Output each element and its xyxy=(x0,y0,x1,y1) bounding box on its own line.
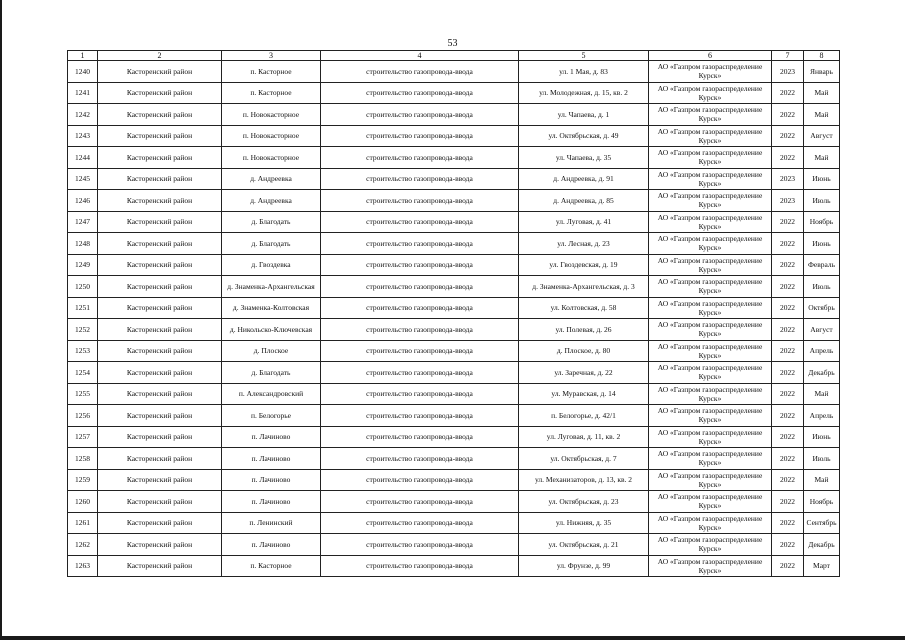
address-cell: ул. Луговая, д. 11, кв. 2 xyxy=(519,426,649,448)
organization-cell: АО «Газпром газораспределение Курск» xyxy=(649,254,772,276)
work-type-cell: строительство газопровода-ввода xyxy=(321,82,519,104)
organization-cell: АО «Газпром газораспределение Курск» xyxy=(649,469,772,491)
work-type-cell: строительство газопровода-ввода xyxy=(321,211,519,233)
row-number-cell: 1251 xyxy=(68,297,98,319)
address-cell: д. Андреевка, д. 91 xyxy=(519,168,649,190)
table-row xyxy=(68,104,840,126)
organization-cell: АО «Газпром газораспределение Курск» xyxy=(649,297,772,319)
organization-cell: АО «Газпром газораспределение Курск» xyxy=(649,362,772,384)
work-type-cell: строительство газопровода-ввода xyxy=(321,297,519,319)
year-cell: 2023 xyxy=(772,168,804,190)
month-cell: Октябрь xyxy=(804,297,840,319)
month-cell: Май xyxy=(804,147,840,169)
organization-cell: АО «Газпром газораспределение Курск» xyxy=(649,233,772,255)
organization-cell: АО «Газпром газораспределение Курск» xyxy=(649,555,772,577)
district-cell: Касторенский район xyxy=(98,426,222,448)
district-cell: Касторенский район xyxy=(98,319,222,341)
table-row xyxy=(68,405,840,427)
work-type-cell: строительство газопровода-ввода xyxy=(321,383,519,405)
organization-cell: АО «Газпром газораспределение Курск» xyxy=(649,534,772,556)
table-row xyxy=(68,340,840,362)
locality-cell: п. Касторное xyxy=(222,82,321,104)
table-row xyxy=(68,319,840,341)
table-row xyxy=(68,555,840,577)
row-number-cell: 1249 xyxy=(68,254,98,276)
year-cell: 2022 xyxy=(772,340,804,362)
year-cell: 2022 xyxy=(772,233,804,255)
month-cell: Июнь xyxy=(804,426,840,448)
month-cell: Январь xyxy=(804,61,840,83)
locality-cell: п. Александровский xyxy=(222,383,321,405)
table-row xyxy=(68,168,840,190)
row-number-cell: 1252 xyxy=(68,319,98,341)
column-header: 1 xyxy=(68,51,98,61)
work-type-cell: строительство газопровода-ввода xyxy=(321,147,519,169)
row-number-cell: 1255 xyxy=(68,383,98,405)
month-cell: Июль xyxy=(804,276,840,298)
year-cell: 2022 xyxy=(772,147,804,169)
table-row xyxy=(68,512,840,534)
table-row xyxy=(68,82,840,104)
locality-cell: п. Белогорье xyxy=(222,405,321,427)
year-cell: 2022 xyxy=(772,276,804,298)
year-cell: 2022 xyxy=(772,555,804,577)
table-row xyxy=(68,362,840,384)
address-cell: ул. Октябрьская, д. 7 xyxy=(519,448,649,470)
district-cell: Касторенский район xyxy=(98,491,222,513)
work-type-cell: строительство газопровода-ввода xyxy=(321,512,519,534)
locality-cell: д. Знаменка-Колтовская xyxy=(222,297,321,319)
district-cell: Касторенский район xyxy=(98,340,222,362)
month-cell: Июнь xyxy=(804,233,840,255)
column-header: 4 xyxy=(321,51,519,61)
month-cell: Июль xyxy=(804,448,840,470)
year-cell: 2022 xyxy=(772,491,804,513)
month-cell: Апрель xyxy=(804,340,840,362)
organization-cell: АО «Газпром газораспределение Курск» xyxy=(649,61,772,83)
organization-cell: АО «Газпром газораспределение Курск» xyxy=(649,190,772,212)
month-cell: Декабрь xyxy=(804,362,840,384)
month-cell: Декабрь xyxy=(804,534,840,556)
column-header: 2 xyxy=(98,51,222,61)
column-header: 8 xyxy=(804,51,840,61)
month-cell: Сентябрь xyxy=(804,512,840,534)
table-body xyxy=(68,61,840,577)
address-cell: ул. Октябрьская, д. 23 xyxy=(519,491,649,513)
district-cell: Касторенский район xyxy=(98,211,222,233)
locality-cell: п. Лачиново xyxy=(222,426,321,448)
year-cell: 2022 xyxy=(772,254,804,276)
address-cell: ул. Лесная, д. 23 xyxy=(519,233,649,255)
year-cell: 2022 xyxy=(772,448,804,470)
district-cell: Касторенский район xyxy=(98,534,222,556)
row-number-cell: 1263 xyxy=(68,555,98,577)
table-row xyxy=(68,190,840,212)
locality-cell: п. Лачиново xyxy=(222,448,321,470)
row-number-cell: 1241 xyxy=(68,82,98,104)
row-number-cell: 1248 xyxy=(68,233,98,255)
organization-cell: АО «Газпром газораспределение Курск» xyxy=(649,405,772,427)
row-number-cell: 1261 xyxy=(68,512,98,534)
month-cell: Ноябрь xyxy=(804,491,840,513)
district-cell: Касторенский район xyxy=(98,512,222,534)
year-cell: 2022 xyxy=(772,82,804,104)
district-cell: Касторенский район xyxy=(98,168,222,190)
locality-cell: п. Новокасторное xyxy=(222,104,321,126)
month-cell: Август xyxy=(804,125,840,147)
organization-cell: АО «Газпром газораспределение Курск» xyxy=(649,276,772,298)
address-cell: ул. 1 Мая, д. 83 xyxy=(519,61,649,83)
district-cell: Касторенский район xyxy=(98,147,222,169)
work-type-cell: строительство газопровода-ввода xyxy=(321,254,519,276)
address-cell: ул. Луговая, д. 41 xyxy=(519,211,649,233)
row-number-cell: 1257 xyxy=(68,426,98,448)
year-cell: 2022 xyxy=(772,362,804,384)
work-type-cell: строительство газопровода-ввода xyxy=(321,491,519,513)
work-type-cell: строительство газопровода-ввода xyxy=(321,125,519,147)
row-number-cell: 1247 xyxy=(68,211,98,233)
district-cell: Касторенский район xyxy=(98,190,222,212)
district-cell: Касторенский район xyxy=(98,82,222,104)
month-cell: Август xyxy=(804,319,840,341)
year-cell: 2022 xyxy=(772,211,804,233)
work-type-cell: строительство газопровода-ввода xyxy=(321,405,519,427)
organization-cell: АО «Газпром газораспределение Курск» xyxy=(649,448,772,470)
organization-cell: АО «Газпром газораспределение Курск» xyxy=(649,491,772,513)
locality-cell: д. Андреевка xyxy=(222,190,321,212)
organization-cell: АО «Газпром газораспределение Курск» xyxy=(649,319,772,341)
organization-cell: АО «Газпром газораспределение Курск» xyxy=(649,211,772,233)
address-cell: п. Белогорье, д. 42/1 xyxy=(519,405,649,427)
locality-cell: д. Гвоздевка xyxy=(222,254,321,276)
district-cell: Касторенский район xyxy=(98,469,222,491)
locality-cell: д. Андреевка xyxy=(222,168,321,190)
row-number-cell: 1259 xyxy=(68,469,98,491)
column-header: 7 xyxy=(772,51,804,61)
year-cell: 2022 xyxy=(772,125,804,147)
district-cell: Касторенский район xyxy=(98,104,222,126)
work-type-cell: строительство газопровода-ввода xyxy=(321,61,519,83)
table-row xyxy=(68,297,840,319)
row-number-cell: 1262 xyxy=(68,534,98,556)
address-cell: ул. Заречная, д. 22 xyxy=(519,362,649,384)
year-cell: 2022 xyxy=(772,469,804,491)
locality-cell: д. Знаменка-Архангельская xyxy=(222,276,321,298)
address-cell: ул. Нижняя, д. 35 xyxy=(519,512,649,534)
locality-cell: п. Лачиново xyxy=(222,534,321,556)
district-cell: Касторенский район xyxy=(98,125,222,147)
column-header: 3 xyxy=(222,51,321,61)
month-cell: Май xyxy=(804,469,840,491)
district-cell: Касторенский район xyxy=(98,276,222,298)
locality-cell: д. Никольско-Ключевская xyxy=(222,319,321,341)
locality-cell: п. Ленинский xyxy=(222,512,321,534)
work-type-cell: строительство газопровода-ввода xyxy=(321,340,519,362)
work-type-cell: строительство газопровода-ввода xyxy=(321,426,519,448)
organization-cell: АО «Газпром газораспределение Курск» xyxy=(649,383,772,405)
district-cell: Касторенский район xyxy=(98,555,222,577)
work-type-cell: строительство газопровода-ввода xyxy=(321,555,519,577)
district-cell: Касторенский район xyxy=(98,254,222,276)
year-cell: 2022 xyxy=(772,426,804,448)
address-cell: ул. Фрунзе, д. 99 xyxy=(519,555,649,577)
row-number-cell: 1245 xyxy=(68,168,98,190)
table-row xyxy=(68,211,840,233)
row-number-cell: 1244 xyxy=(68,147,98,169)
month-cell: Май xyxy=(804,82,840,104)
district-cell: Касторенский район xyxy=(98,362,222,384)
address-cell: д. Андреевка, д. 85 xyxy=(519,190,649,212)
work-type-cell: строительство газопровода-ввода xyxy=(321,362,519,384)
year-cell: 2023 xyxy=(772,190,804,212)
organization-cell: АО «Газпром газораспределение Курск» xyxy=(649,168,772,190)
district-cell: Касторенский район xyxy=(98,297,222,319)
table-row xyxy=(68,534,840,556)
table-row xyxy=(68,147,840,169)
month-cell: Июль xyxy=(804,190,840,212)
address-cell: ул. Гвоздевская, д. 19 xyxy=(519,254,649,276)
row-number-cell: 1242 xyxy=(68,104,98,126)
address-cell: ул. Октябрьская, д. 49 xyxy=(519,125,649,147)
organization-cell: АО «Газпром газораспределение Курск» xyxy=(649,512,772,534)
organization-cell: АО «Газпром газораспределение Курск» xyxy=(649,426,772,448)
locality-cell: д. Плоское xyxy=(222,340,321,362)
district-cell: Касторенский район xyxy=(98,405,222,427)
address-cell: ул. Полевая, д. 26 xyxy=(519,319,649,341)
month-cell: Апрель xyxy=(804,405,840,427)
address-cell: ул. Механизаторов, д. 13, кв. 2 xyxy=(519,469,649,491)
address-cell: ул. Чапаева, д. 1 xyxy=(519,104,649,126)
year-cell: 2022 xyxy=(772,297,804,319)
address-cell: ул. Муравская, д. 14 xyxy=(519,383,649,405)
table-row xyxy=(68,233,840,255)
locality-cell: п. Касторное xyxy=(222,555,321,577)
locality-cell: д. Благодать xyxy=(222,233,321,255)
column-number-row xyxy=(68,51,840,61)
year-cell: 2022 xyxy=(772,405,804,427)
table-row xyxy=(68,276,840,298)
locality-cell: п. Лачиново xyxy=(222,491,321,513)
district-cell: Касторенский район xyxy=(98,448,222,470)
table-row xyxy=(68,469,840,491)
column-header: 5 xyxy=(519,51,649,61)
work-type-cell: строительство газопровода-ввода xyxy=(321,104,519,126)
work-type-cell: строительство газопровода-ввода xyxy=(321,319,519,341)
work-type-cell: строительство газопровода-ввода xyxy=(321,190,519,212)
year-cell: 2022 xyxy=(772,104,804,126)
organization-cell: АО «Газпром газораспределение Курск» xyxy=(649,340,772,362)
month-cell: Июнь xyxy=(804,168,840,190)
work-type-cell: строительство газопровода-ввода xyxy=(321,168,519,190)
row-number-cell: 1243 xyxy=(68,125,98,147)
column-header: 6 xyxy=(649,51,772,61)
organization-cell: АО «Газпром газораспределение Курск» xyxy=(649,82,772,104)
scan-border-bottom xyxy=(0,636,905,640)
month-cell: Май xyxy=(804,383,840,405)
work-type-cell: строительство газопровода-ввода xyxy=(321,233,519,255)
organization-cell: АО «Газпром газораспределение Курск» xyxy=(649,104,772,126)
district-cell: Касторенский район xyxy=(98,233,222,255)
work-type-cell: строительство газопровода-ввода xyxy=(321,276,519,298)
month-cell: Март xyxy=(804,555,840,577)
scan-border-left xyxy=(0,0,2,640)
year-cell: 2022 xyxy=(772,534,804,556)
organization-cell: АО «Газпром газораспределение Курск» xyxy=(649,147,772,169)
table-row xyxy=(68,383,840,405)
address-cell: ул. Чапаева, д. 35 xyxy=(519,147,649,169)
work-type-cell: строительство газопровода-ввода xyxy=(321,448,519,470)
row-number-cell: 1254 xyxy=(68,362,98,384)
month-cell: Ноябрь xyxy=(804,211,840,233)
table-row xyxy=(68,61,840,83)
year-cell: 2022 xyxy=(772,512,804,534)
locality-cell: п. Лачиново xyxy=(222,469,321,491)
year-cell: 2023 xyxy=(772,61,804,83)
organization-cell: АО «Газпром газораспределение Курск» xyxy=(649,125,772,147)
row-number-cell: 1258 xyxy=(68,448,98,470)
row-number-cell: 1250 xyxy=(68,276,98,298)
row-number-cell: 1260 xyxy=(68,491,98,513)
address-cell: ул. Октябрьская, д. 21 xyxy=(519,534,649,556)
district-cell: Касторенский район xyxy=(98,383,222,405)
row-number-cell: 1253 xyxy=(68,340,98,362)
year-cell: 2022 xyxy=(772,319,804,341)
table-row xyxy=(68,125,840,147)
work-type-cell: строительство газопровода-ввода xyxy=(321,534,519,556)
month-cell: Май xyxy=(804,104,840,126)
address-cell: ул. Колтовская, д. 58 xyxy=(519,297,649,319)
locality-cell: п. Касторное xyxy=(222,61,321,83)
page-number: 53 xyxy=(447,38,458,49)
row-number-cell: 1246 xyxy=(68,190,98,212)
locality-cell: п. Новокасторное xyxy=(222,125,321,147)
row-number-cell: 1240 xyxy=(68,61,98,83)
registry-table xyxy=(67,50,840,577)
row-number-cell: 1256 xyxy=(68,405,98,427)
table-row xyxy=(68,491,840,513)
year-cell: 2022 xyxy=(772,383,804,405)
address-cell: д. Плоское, д. 80 xyxy=(519,340,649,362)
address-cell: д. Знаменка-Архангельская, д. 3 xyxy=(519,276,649,298)
district-cell: Касторенский район xyxy=(98,61,222,83)
month-cell: Февраль xyxy=(804,254,840,276)
table-row xyxy=(68,448,840,470)
locality-cell: д. Благодать xyxy=(222,211,321,233)
address-cell: ул. Молодежная, д. 15, кв. 2 xyxy=(519,82,649,104)
table-row xyxy=(68,426,840,448)
table-row xyxy=(68,254,840,276)
locality-cell: п. Новокасторное xyxy=(222,147,321,169)
work-type-cell: строительство газопровода-ввода xyxy=(321,469,519,491)
locality-cell: д. Благодать xyxy=(222,362,321,384)
